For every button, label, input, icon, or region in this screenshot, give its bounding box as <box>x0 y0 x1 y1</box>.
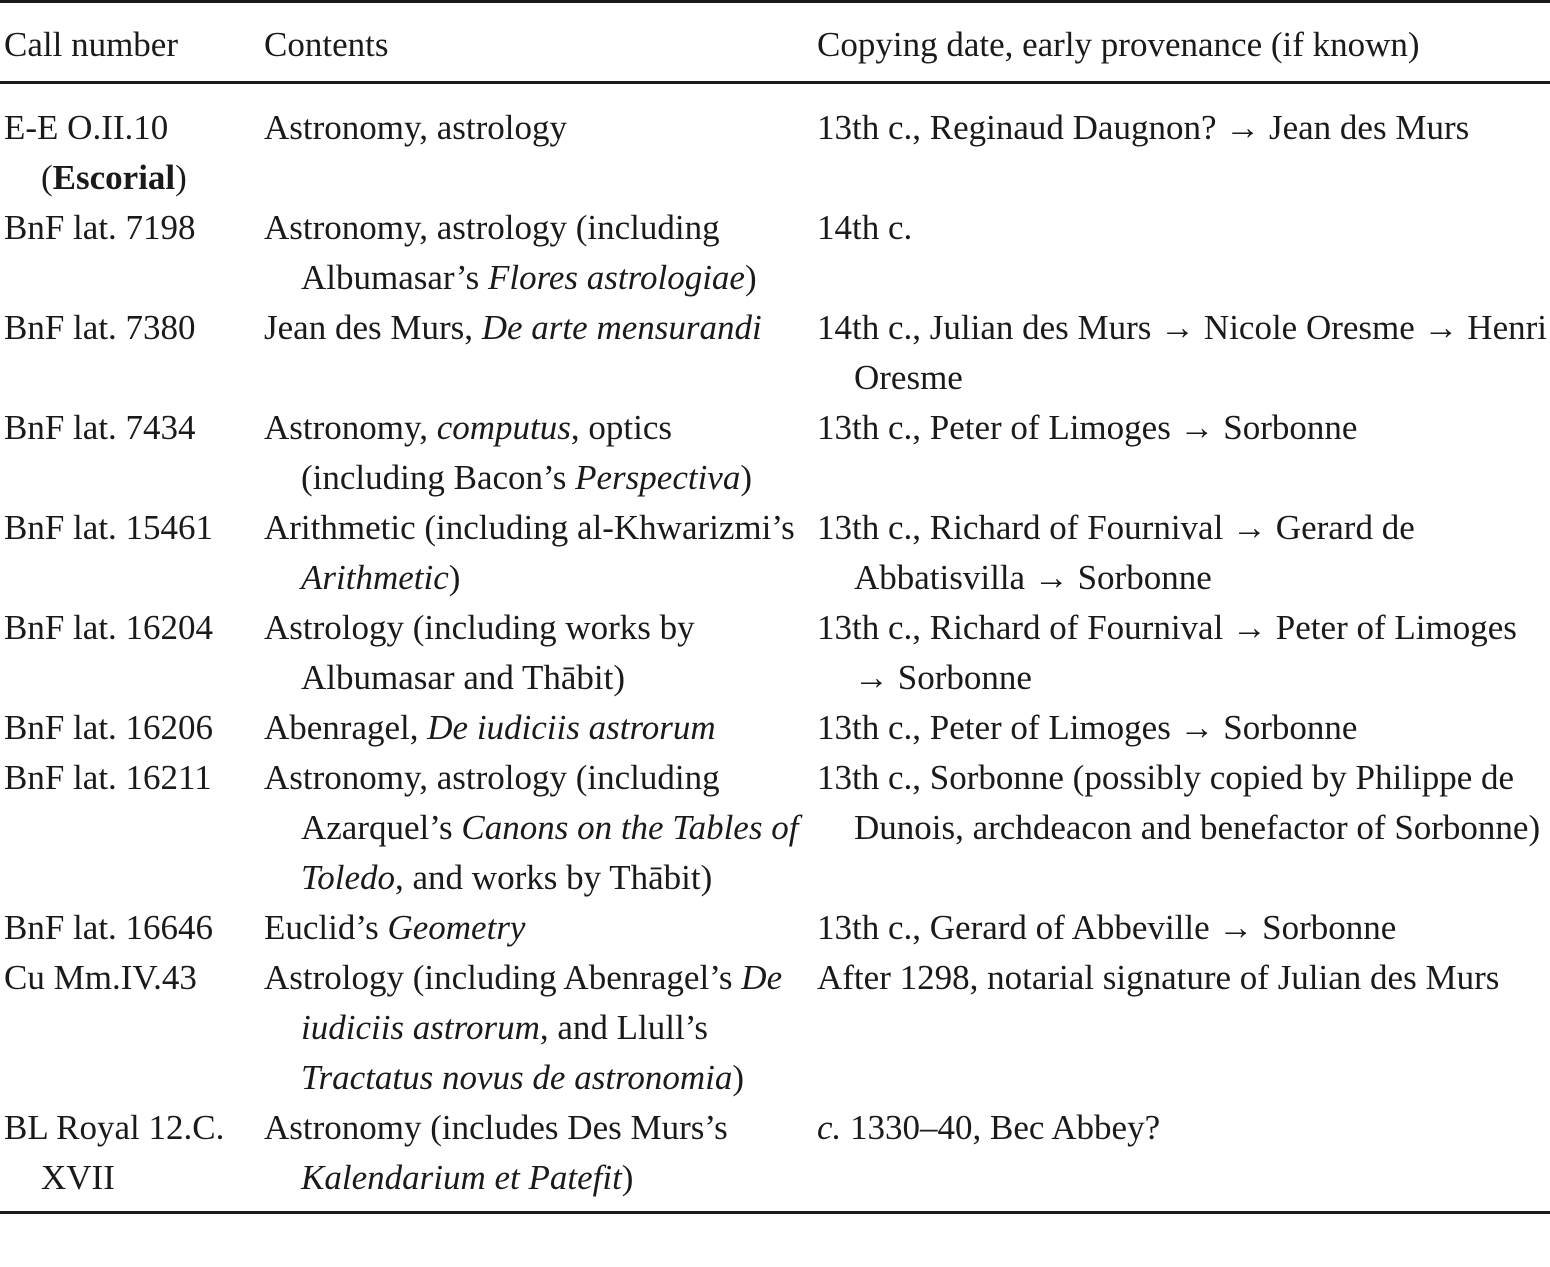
provenance-cell <box>815 1103 1550 1213</box>
contents-cell <box>262 303 815 403</box>
contents-cell <box>262 753 815 903</box>
call-number-text: BnF lat. 16646 <box>4 908 214 947</box>
contents-text: , optics (including Bacon’s <box>301 408 672 497</box>
contents-cell <box>262 903 815 953</box>
contents-text: , and Llull’s <box>539 1008 709 1047</box>
contents-cell <box>262 403 815 503</box>
call-number-cell <box>0 703 262 753</box>
provenance-text: 13th c., Richard of Fournival → Peter of Limoges → Sorbonne <box>817 608 1517 697</box>
provenance-text: 1330–40, Bec Abbey? <box>841 1108 1161 1147</box>
call-number-text: Cu Mm.IV.43 <box>4 958 197 997</box>
provenance-cell <box>815 903 1550 953</box>
call-number-text: BnF lat. 15461 <box>4 508 214 547</box>
table-row <box>0 503 1550 603</box>
table-row <box>0 203 1550 303</box>
work-title: Arithmetic <box>301 558 449 597</box>
contents-cell <box>262 83 815 204</box>
provenance-text: After 1298, notarial signature of Julian des Murs <box>817 958 1500 997</box>
table-row <box>0 83 1550 204</box>
call-number-cell <box>0 753 262 903</box>
table-row <box>0 603 1550 703</box>
contents-cell <box>262 953 815 1103</box>
provenance-cell <box>815 703 1550 753</box>
contents-text: Astronomy, <box>264 408 437 447</box>
work-title: De iudiciis astrorum <box>301 958 783 1047</box>
provenance-text: 13th c., Gerard of Abbeville → Sorbonne <box>817 908 1397 947</box>
provenance-cell <box>815 953 1550 1103</box>
call-number-cell <box>0 903 262 953</box>
provenance-text: 13th c., Peter of Limoges → Sorbonne <box>817 708 1358 747</box>
work-title: Flores astrologiae <box>487 258 745 297</box>
call-number-text: BnF lat. 16204 <box>4 608 214 647</box>
table-row <box>0 403 1550 503</box>
contents-cell <box>262 203 815 303</box>
contents-text: Abenragel, <box>264 708 428 747</box>
provenance-text: 13th c., Reginaud Daugnon? → Jean des Murs <box>817 108 1470 147</box>
table-row <box>0 1103 1550 1213</box>
contents-cell <box>262 1103 815 1213</box>
work-title: De iudiciis astrorum <box>427 708 716 747</box>
contents-text: Astronomy (includes Des Murs’s <box>264 1108 728 1147</box>
call-number-cell <box>0 403 262 503</box>
call-number-cell <box>0 603 262 703</box>
provenance-cell <box>815 403 1550 503</box>
contents-text: ) <box>732 1058 745 1097</box>
contents-text: ) <box>448 558 461 597</box>
provenance-text: 13th c., Richard of Fournival → Gerard de Abbatisvilla → Sorbonne <box>817 508 1415 597</box>
call-number-text: BnF lat. 7380 <box>4 308 196 347</box>
contents-text: Jean des Murs, <box>264 308 482 347</box>
work-title: Canons on the Tables of Toledo <box>301 808 799 897</box>
table-row <box>0 953 1550 1103</box>
contents-text: Astronomy, astrology (including Albumasar’s <box>264 208 720 297</box>
contents-text: Astronomy, astrology (including Azarquel’s <box>264 758 720 847</box>
provenance-cell <box>815 303 1550 403</box>
contents-text: Astronomy, astrology <box>264 108 567 147</box>
provenance-cell <box>815 83 1550 204</box>
call-number-text: E-E O.II.10 ( <box>4 108 169 197</box>
contents-text: ) <box>744 258 757 297</box>
library-name: Escorial <box>52 158 176 197</box>
contents-text: Arithmetic (including al-Khwarizmi’s <box>264 508 795 547</box>
work-title: De arte mensurandi <box>481 308 762 347</box>
provenance-cell <box>815 603 1550 703</box>
work-title: Kalendarium et Patefit <box>301 1158 622 1197</box>
call-number-cell <box>0 303 262 403</box>
call-number-text: BnF lat. 16206 <box>4 708 214 747</box>
provenance-cell <box>815 203 1550 303</box>
call-number-text: BnF lat. 16211 <box>4 758 212 797</box>
call-number-cell <box>0 83 262 204</box>
call-number-text: BL Royal 12.C. XVII <box>4 1108 225 1197</box>
provenance-text: 14th c. <box>817 208 913 247</box>
circa-abbreviation: c. <box>817 1108 842 1147</box>
call-number-cell <box>0 953 262 1103</box>
provenance-cell <box>815 753 1550 903</box>
work-title: Geometry <box>387 908 526 947</box>
contents-text: ) <box>740 458 752 497</box>
contents-text: ) <box>621 1158 634 1197</box>
table-row <box>0 303 1550 403</box>
header-contents: Contents <box>262 2 815 83</box>
contents-cell <box>262 503 815 603</box>
provenance-cell <box>815 503 1550 603</box>
contents-text: Astrology (including works by Albumasar and Thābit) <box>264 608 695 697</box>
table-row <box>0 753 1550 903</box>
call-number-cell <box>0 1103 262 1213</box>
contents-cell <box>262 703 815 753</box>
header-provenance: Copying date, early provenance (if known) <box>815 2 1550 83</box>
contents-text: , and works by Thābit) <box>395 858 713 897</box>
call-number-text: ) <box>175 158 187 197</box>
call-number-text: BnF lat. 7434 <box>4 408 196 447</box>
contents-text: Astrology (including Abenragel’s <box>264 958 742 997</box>
contents-cell <box>262 603 815 703</box>
provenance-text: 14th c., Julian des Murs → Nicole Oresme → Henri Oresme <box>817 308 1547 397</box>
contents-text: Euclid’s <box>264 908 388 947</box>
work-title: Tractatus novus de astronomia <box>301 1058 733 1097</box>
header-row <box>0 2 1550 83</box>
call-number-cell <box>0 203 262 303</box>
header-call-number: Call number <box>0 2 262 83</box>
provenance-text: 13th c., Sorbonne (possibly copied by Philippe de Dunois, archdeacon and benefactor of Sorbonne) <box>817 758 1541 847</box>
provenance-text: 13th c., Peter of Limoges → Sorbonne <box>817 408 1358 447</box>
call-number-text: BnF lat. 7198 <box>4 208 196 247</box>
table-row <box>0 703 1550 753</box>
work-title: Perspectiva <box>575 458 741 497</box>
table-row <box>0 903 1550 953</box>
call-number-cell <box>0 503 262 603</box>
work-title: computus <box>436 408 571 447</box>
